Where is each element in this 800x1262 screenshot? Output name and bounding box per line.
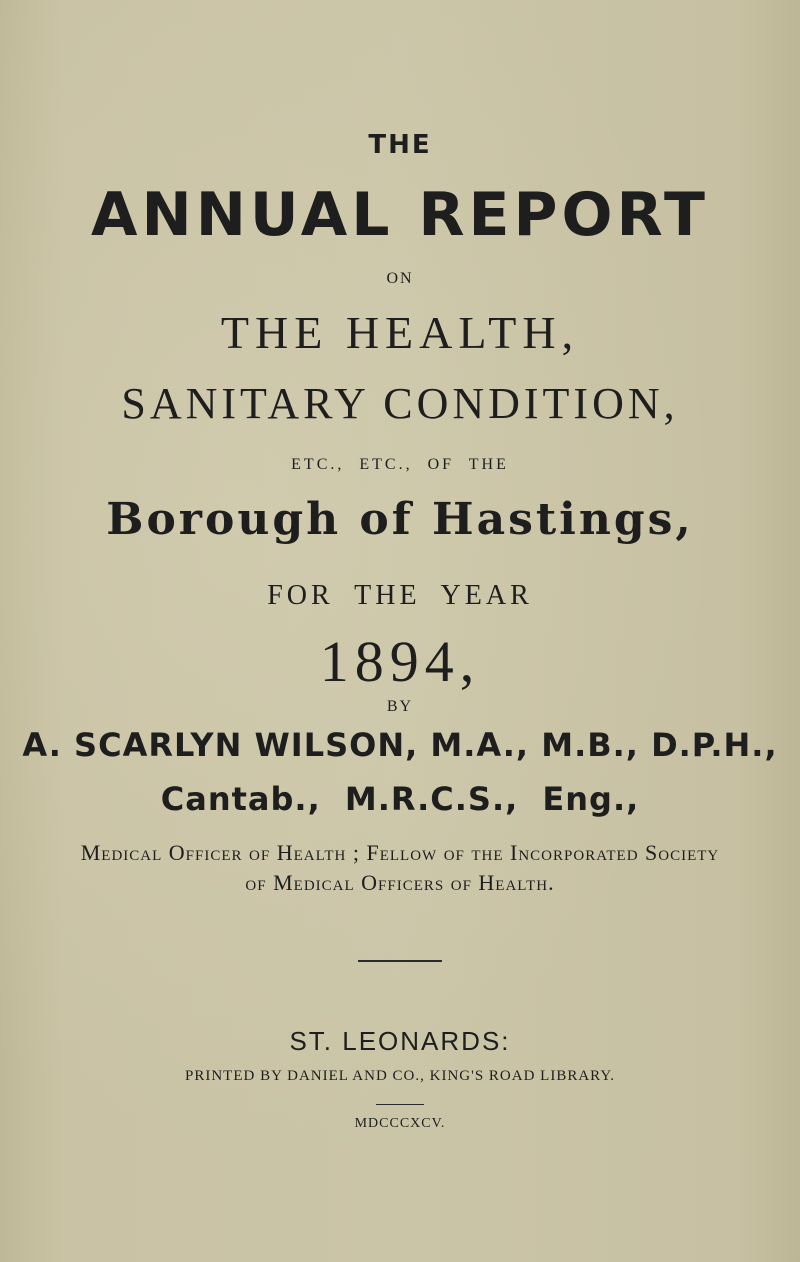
divider-rule bbox=[358, 960, 442, 962]
imprint-printer: PRINTED BY DANIEL AND CO., KING'S ROAD LIBRARY. bbox=[185, 1068, 615, 1084]
report-year: 1894, bbox=[319, 629, 481, 694]
by-line: BY bbox=[386, 698, 414, 715]
author-degrees: Cantab., M.R.C.S., Eng., bbox=[160, 780, 640, 818]
subject-line-health: THE HEALTH, bbox=[220, 307, 580, 358]
author-title-line2: of Medical Officers of Health. bbox=[245, 870, 555, 895]
heading-the: THE bbox=[368, 130, 432, 160]
divider-rule-small bbox=[376, 1104, 424, 1105]
heading-annual-report: ANNUAL REPORT bbox=[91, 180, 709, 250]
imprint-place: ST. LEONARDS: bbox=[289, 1026, 511, 1056]
borough-name: Borough of Hastings, bbox=[106, 494, 694, 545]
for-the-year: FOR THE YEAR bbox=[267, 580, 533, 611]
etc-line: ETC., ETC., OF THE bbox=[291, 456, 509, 473]
heading-on: ON bbox=[386, 270, 414, 287]
subject-line-sanitary: SANITARY CONDITION, bbox=[121, 379, 679, 428]
imprint-date: MDCCCXCV. bbox=[354, 1116, 446, 1131]
author-name: A. SCARLYN WILSON, M.A., M.B., D.P.H., bbox=[22, 726, 778, 764]
author-title-line1: Medical Officer of Health ; Fellow of the Incorporated Society bbox=[80, 840, 720, 865]
